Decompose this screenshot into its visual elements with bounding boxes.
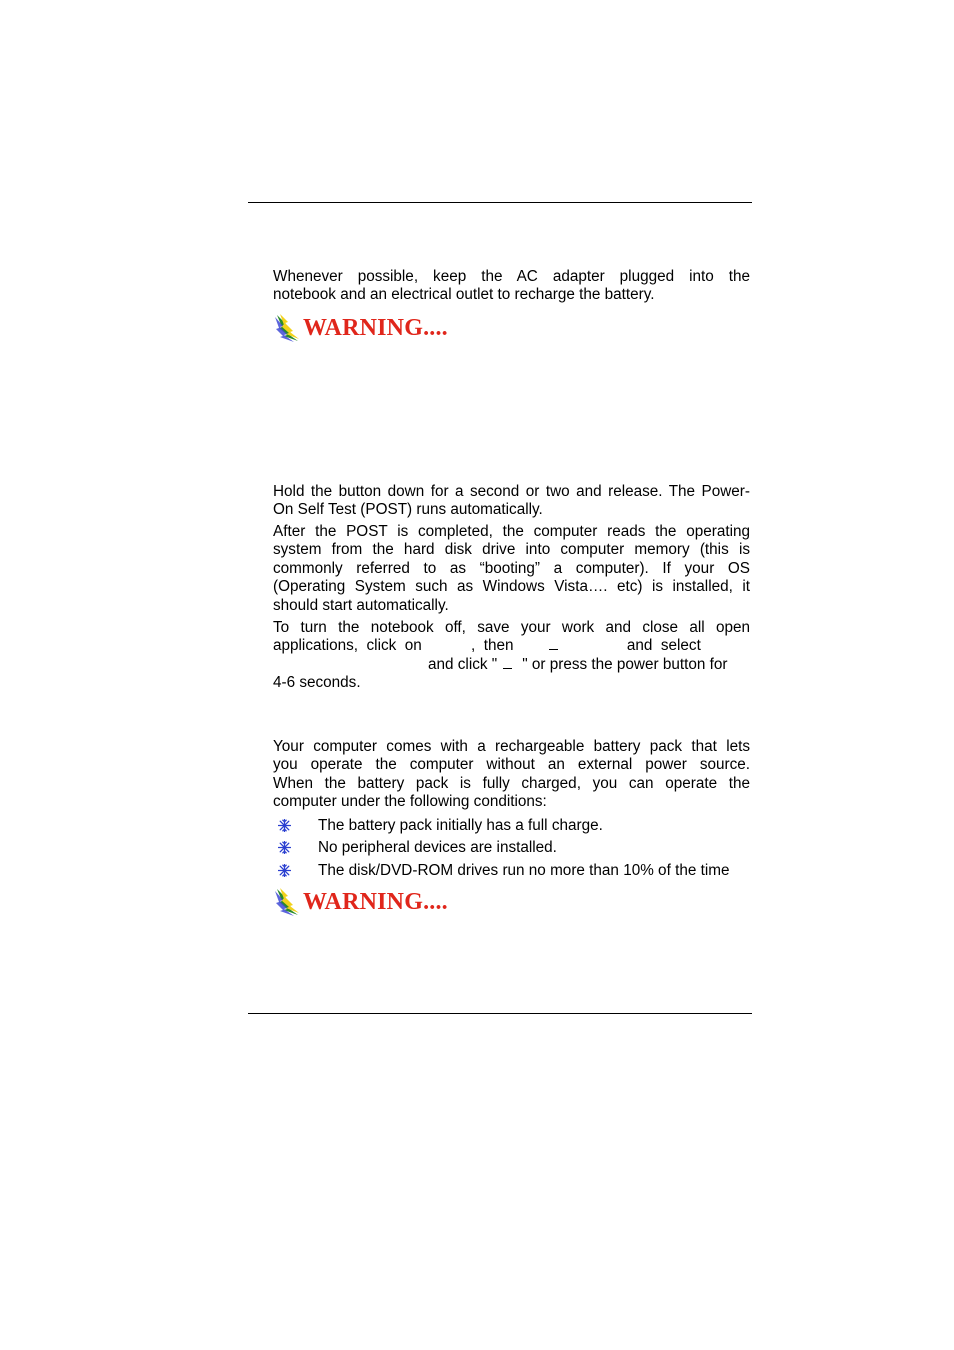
snowflake-icon <box>278 819 291 832</box>
turn-off-line-2 <box>273 637 750 655</box>
warning-label: WARNING.... <box>303 889 448 915</box>
adapter-line-1: Whenever possible, keep the AC adapter plugged into the <box>273 268 750 285</box>
turn-off-line-3 <box>273 656 750 674</box>
lightning-bolt-icon <box>274 888 300 916</box>
header-rule <box>248 202 752 203</box>
list-item <box>273 839 751 861</box>
snowflake-icon <box>278 864 291 877</box>
battery-line-1: Your computer comes with a rechargeable battery pack that lets <box>273 738 750 755</box>
underline-mark <box>503 658 512 669</box>
turn-off-line-1: To turn the notebook off, save your work and close all open <box>273 619 750 636</box>
underline-mark <box>549 639 558 650</box>
warning-label: WARNING.... <box>303 315 448 341</box>
post-line-5: should start automatically. <box>273 596 449 614</box>
power-on-paragraph <box>273 483 750 520</box>
turn-off-line-3b: " or press the power button for <box>522 655 728 673</box>
list-item <box>273 862 751 884</box>
post-line-4: (Operating System such as Windows Vista…. etc) is installed, it <box>273 578 750 596</box>
condition-text: The disk/DVD-ROM drives run no more than 10% of the time <box>318 861 730 879</box>
post-paragraph <box>273 523 750 615</box>
battery-line-2: you operate the computer without an external power source. <box>273 756 750 774</box>
battery-paragraph <box>273 738 750 812</box>
footer-rule <box>248 1013 752 1014</box>
turn-off-line-2c: and select <box>626 637 701 655</box>
post-line-2: system from the hard disk drive into computer memory (this is <box>273 541 750 559</box>
adapter-line-2: notebook and an electrical outlet to recharge the battery. <box>273 286 655 304</box>
power-on-line-1: Hold the button down for a second or two and release. The Power- <box>273 483 750 500</box>
battery-line-3: When the battery pack is fully charged, you can operate the <box>273 774 750 792</box>
post-line-3: commonly referred to as “booting” a computer). If your OS <box>273 559 750 577</box>
turn-off-line-4: 4-6 seconds. <box>273 674 361 692</box>
warning-heading-2 <box>274 887 448 917</box>
condition-text: No peripheral devices are installed. <box>318 839 557 857</box>
power-on-line-2: On Self Test (POST) runs automatically. <box>273 501 543 519</box>
turn-off-line-2b: , then <box>470 637 514 655</box>
post-line-1: After the POST is completed, the computer reads the operating <box>273 523 750 540</box>
warning-heading-1 <box>274 313 448 343</box>
conditions-list <box>273 817 751 884</box>
lightning-bolt-icon <box>274 314 300 342</box>
condition-text: The battery pack initially has a full charge. <box>318 817 603 834</box>
adapter-paragraph <box>273 268 750 305</box>
turn-off-line-3a: and click " <box>428 655 498 673</box>
turn-off-line-2a: applications, click on <box>273 637 422 655</box>
battery-line-4: computer under the following conditions: <box>273 793 547 811</box>
turn-off-paragraph <box>273 619 750 693</box>
list-item <box>273 817 751 839</box>
snowflake-icon <box>278 841 291 854</box>
